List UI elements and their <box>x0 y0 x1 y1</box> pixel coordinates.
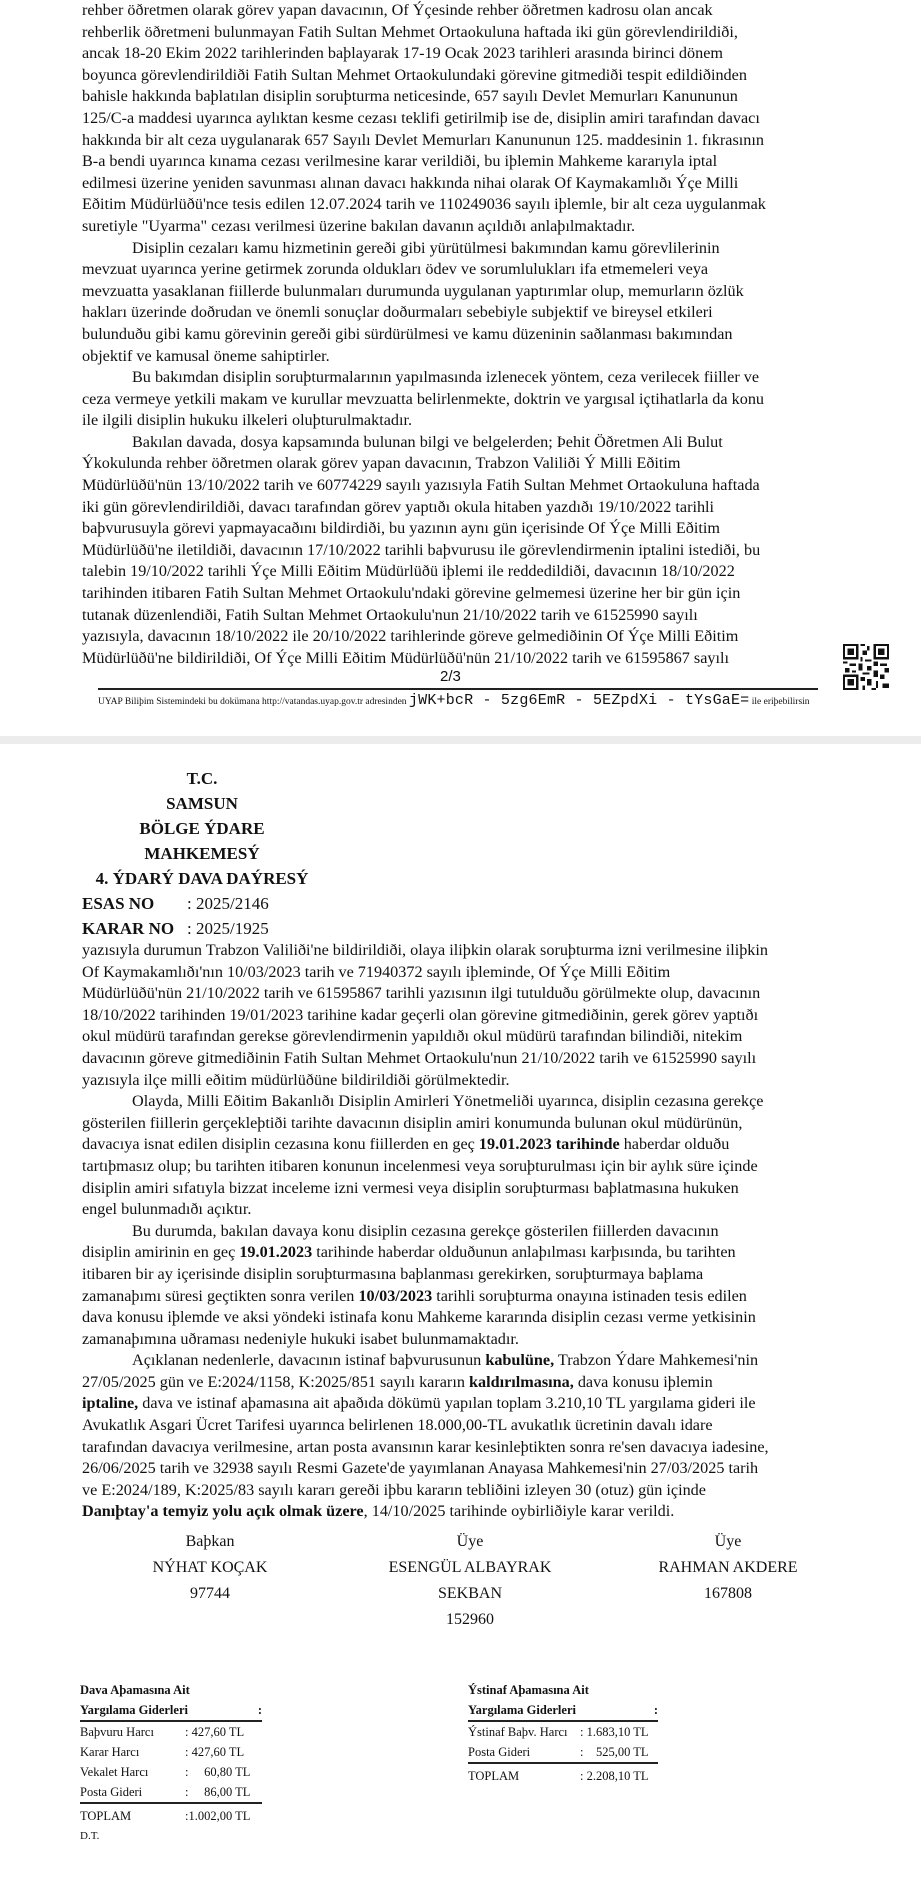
text-line: 18/10/2022 tarihinden 19/01/2023 tarihine kadar geçerli olan görevine gitmediðinin, gerek görev yaptıðı <box>82 1005 759 1024</box>
text-line: rehberlik öðretmeni bulunmayan Fatih Sultan Mehmet Ortaokuluna haftada iki gün görevlendirildiði, <box>82 22 738 41</box>
signature-role: Baþkan <box>185 1533 235 1550</box>
text-line: Ýkokulunda rehber öðretmen olarak görev yapan davacının, Trabzon Valiliði Ý Milli Eðitim <box>82 454 681 473</box>
signature-name: RAHMAN AKDERE <box>658 1559 798 1576</box>
text-line: ve E:2024/189, K:2025/83 sayılı kararı gereði iþbu kararın tebliðini izleyen 30 (otuz) gün içinde <box>82 1480 706 1499</box>
signature-id: 97744 <box>190 1585 230 1602</box>
text-segment: tarihinde haberdar olduðunun anlaþılması karþısında, bu tarihten <box>312 1243 736 1262</box>
text-segment: dava konusu iþlemin <box>573 1372 713 1391</box>
karar-no-row <box>82 916 322 941</box>
colon: : <box>257 1703 262 1717</box>
text-segment: tarihli soruþturma onayına istinaden tesis edilen <box>432 1286 747 1305</box>
uyap-footer <box>98 692 838 709</box>
text-line <box>82 1242 853 1264</box>
text-line: Olayda, Milli Eðitim Bakanlıðı Disiplin Amirleri Yönetmeliði uyarınca, disiplin cezasına gerekçe <box>132 1092 764 1111</box>
text-line: hakları üzerinde doðrudan ve önemli sonuçlar doðurmaları sebebiyle subjektif ve bireysel etkileri <box>82 303 713 322</box>
signature-name-2: SEKBAN <box>437 1585 502 1602</box>
cost-row <box>80 1742 262 1762</box>
text-line: dava konusu iþlemde ve aksi yöndeki istinafa konu Mahkeme kararında disiplin cezası verme yetkisinin <box>82 1308 756 1327</box>
text-line: tarafından davacıya verilmesine, artan posta avansının karar kesinleþtikten sonra re'sen davacıya iadesine, <box>82 1437 769 1456</box>
text-line: hakkında bir alt ceza uygulanarak 657 Sayılı Devlet Memurları Kanununun 125. maddesinin 1. fıkrasının <box>82 130 764 149</box>
text-line: talebin 19/10/2022 tarihli Ýçe Milli Eðitim Müdürlüðü iþlemi ile reddedildiði, davacının 18/10/2022 <box>82 562 735 581</box>
appeal-costs-subtitle-row <box>468 1700 658 1722</box>
page-body-text <box>82 0 853 669</box>
text-line: yazısıyla ilçe milli eðitim müdürlüðüne bildirildiði görülmektedir. <box>82 1070 510 1089</box>
bold-text-segment: iptaline, <box>82 1394 139 1413</box>
text-line: Eðitim Müdürlüðü'nce tesis edilen 12.07.2024 tarih ve 110249036 sayılı iþlemle, bir alt ceza uygulanmak <box>82 195 766 214</box>
text-line: mevzuat uyarınca yerine getirmek zorunda oldukları ödev ve sorumlulukları ifa etmemeleri veya <box>82 260 709 279</box>
signature-id: 152960 <box>446 1611 494 1628</box>
verification-code: jWK+bcR - 5zg6EmR - 5EZpdXi - tYsGaE= <box>408 692 750 709</box>
text-segment: haberdar olduðu <box>619 1135 730 1154</box>
bold-text-segment: 19.01.2023 <box>239 1243 313 1262</box>
cost-row <box>80 1722 262 1742</box>
text-line: engel bulunmadıðı açıktır. <box>82 1200 252 1219</box>
court-header <box>82 766 322 941</box>
text-line: Avukatlık Asgari Ücret Tarifesi uyarınca belirlenen 18.000,00-TL avukatlık ücretinin davalı idare <box>82 1416 713 1435</box>
text-line: tarihinden itibaren Fatih Sultan Mehmet Ortaokulu'ndaki görevine gelmemesi üzerine her bir gün için <box>82 584 741 603</box>
cost-value: : 525,00 TL <box>580 1745 649 1759</box>
text-line: ancak 18-20 Ekim 2022 tarihlerinden baþlayarak 17-19 Ocak 2023 tarihleri arasında birinci dönem <box>82 44 723 63</box>
text-line: disiplin amiri sıfatıyla bizzat inceleme izni vermesi veya disiplin soruþturması baþlatmasına hukuken <box>82 1178 739 1197</box>
text-line: tutanak düzenlendiði, Fatih Sultan Mehmet Ortaokulu'nun 21/10/2022 tarih ve 61525990 sayılı <box>82 605 698 624</box>
appeal-costs-title: Ýstinaf Aþamasına Ait <box>468 1683 589 1697</box>
esas-no-value: : 2025/2146 <box>187 894 269 913</box>
text-segment: Açıklanan nedenlerle, davacının istinaf baþvurusunun <box>132 1351 486 1370</box>
text-line: gösterilen fiillerin gerçekleþtiði tarihte davacının disiplin amiri konumunda bulunan okul müdürünün, <box>82 1113 743 1132</box>
text-segment: dava ve istinaf aþamasına ait aþaðıda dökümü yapılan toplam 3.210,10 TL yargılama gideri ile <box>138 1394 756 1413</box>
text-line: Müdürlüðü'ne bildirildiði, Of Ýçe Milli Eðitim Müdürlüðü'nün 21/10/2022 tarih ve 61595867 sayılı <box>82 648 729 667</box>
text-line <box>82 1134 853 1156</box>
trial-costs-subtitle: Yargılama Giderleri <box>80 1703 188 1717</box>
text-line: itibaren bir ay içerisinde disiplin soruþturmasına baþlanması gerekirken, soruþturmaya baþlama <box>82 1264 704 1283</box>
cost-label: Ýstinaf Baþv. Harcı <box>468 1725 568 1739</box>
text-line: davacının göreve gitmediðinin Fatih Sultan Mehmet Ortaokulu'nun 21/10/2022 tarih ve 61525990 sayılı <box>82 1048 757 1067</box>
header-chamber: 4. ÝDARÝ DAVA DAÝRESÝ <box>95 869 309 888</box>
cost-total-value: :1.002,00 TL <box>185 1809 251 1823</box>
text-line <box>82 1286 853 1308</box>
trial-costs-subtitle-row <box>80 1700 262 1722</box>
cost-label: Baþvuru Harcı <box>80 1725 154 1739</box>
cost-total-row <box>468 1766 658 1786</box>
text-line: ile ilgili disiplin hukuku ilkeleri oluþturulmaktadır. <box>82 411 413 430</box>
document-page-2 <box>0 0 921 736</box>
text-line <box>82 1393 853 1415</box>
appeal-costs-subtitle: Yargılama Giderleri <box>468 1703 576 1717</box>
dt-note: D.T. <box>80 1830 100 1842</box>
cost-label: Karar Harcı <box>80 1745 140 1759</box>
signature-member-2 <box>608 1529 848 1607</box>
cost-label: Vekalet Harcı <box>80 1765 149 1779</box>
trial-costs-table <box>80 1680 262 1846</box>
text-line: mevzuatta yasaklanan fiillerde bulunmaları durumunda uygulanan yaptırımlar olup, memurların özlük <box>82 281 744 300</box>
text-line: Of Kaymakamlıðı'nın 10/03/2023 tarih ve 71940372 sayılı iþleminde, Of Ýçe Milli Eðitim <box>82 962 671 981</box>
header-court: BÖLGE ÝDARE MAHKEMESÝ <box>139 819 265 863</box>
appeal-costs-table <box>468 1680 658 1786</box>
text-line <box>82 1501 853 1523</box>
cost-label: Posta Gideri <box>80 1785 143 1799</box>
colon: : <box>653 1703 658 1717</box>
trial-costs-title: Dava Aþamasına Ait <box>80 1683 190 1697</box>
text-segment: 27/05/2025 gün ve E:2024/1158, K:2025/851 sayılı kararın <box>82 1372 469 1391</box>
cost-value: : 60,80 TL <box>185 1765 251 1779</box>
text-line <box>82 1372 853 1394</box>
bold-text-segment: kabulüne, <box>485 1351 555 1370</box>
text-segment: disiplin amirinin en geç <box>82 1243 240 1262</box>
text-line: bulunduðu gibi kamu görevinin gereði gibi sürdürülmesi ve kamu düzeninin saðlanması bakımından <box>82 324 733 343</box>
page-body-text <box>82 940 853 1523</box>
text-line: Bu durumda, bakılan davaya konu disiplin cezasına gerekçe gösterilen fiillerden davacının <box>132 1221 719 1240</box>
signature-president <box>90 1529 330 1607</box>
karar-no-value: : 2025/1925 <box>187 919 269 938</box>
text-line: 125/C-a maddesi uyarınca aylıktan kesme cezası teklifi getirilmiþ ise de, disiplin amiri tarafından davacı <box>82 108 760 127</box>
esas-no-row <box>82 891 322 916</box>
signature-member-1 <box>350 1529 590 1633</box>
header-city: SAMSUN <box>166 794 238 813</box>
cost-row <box>80 1782 262 1804</box>
text-line: Müdürlüðü'nün 21/10/2022 tarih ve 61595867 tarihli yazısının ilgi tutulduðu görülmekte olup, davacının <box>82 984 761 1003</box>
text-line: bahisle hakkında baþlatılan disiplin soruþturma neticesinde, 657 sayılı Devlet Memurları Kanununun <box>82 87 738 106</box>
signature-id: 167808 <box>704 1585 752 1602</box>
bold-text-segment: kaldırılmasına, <box>468 1372 574 1391</box>
bold-text-segment: Danıþtay'a temyiz yolu açık olmak üzere <box>82 1502 364 1521</box>
bold-text-segment: 10/03/2023 <box>358 1286 433 1305</box>
cost-total-label: TOPLAM <box>468 1769 520 1783</box>
text-line: Müdürlüðü'nün 13/10/2022 tarih ve 60774229 sayılı yazısıyla Fatih Sultan Mehmet Ortaokuluna haftada <box>82 476 760 495</box>
text-line <box>82 1350 853 1372</box>
text-line: iki gün görevlendirildiði, davacı tarafından görev yaptıðı okula hitaben yazdıðı 19/10/2022 tarihli <box>82 497 715 516</box>
karar-no-label: KARAR NO <box>82 919 175 938</box>
footer-divider <box>98 688 818 690</box>
text-segment: davacıya isnat edilen disiplin cezasına konu fiillerden en geç <box>82 1135 479 1154</box>
cost-value: : 86,00 TL <box>185 1785 251 1799</box>
text-line: Disiplin cezaları kamu hizmetinin gereði gibi yürütülmesi bakımından kamu görevlilerinin <box>132 238 720 257</box>
text-line: objektif ve kamusal öneme sahiptirler. <box>82 346 330 365</box>
text-line: tartıþmasız olup; bu tarihten itibaren konunun incelenmesi veya soruþturulması için bir aylık süre içinde <box>82 1156 758 1175</box>
text-line: ceza vermeye yetkili makam ve kurullar mevzuatta belirlenmekte, doktrin ve yargısal içtihatlarla da konu <box>82 389 765 408</box>
text-line: rehber öðretmen olarak görev yapan davacının, Of Ýçesinde rehber öðretmen kadrosu olan ancak <box>82 1 713 19</box>
cost-label: Posta Gideri <box>468 1745 531 1759</box>
text-line: B-a bendi uyarınca kınama cezası verilmesine karar verildiði, bu iþlemin Mahkeme kararıyla iptal <box>82 152 718 171</box>
text-line: okul müdürü tarafından gerekse görevlendirmenin yapıldıðı okul müdürü tarafından bilindiði, nitekim <box>82 1027 743 1046</box>
text-line: Müdürlüðü'ne iletildiði, davacının 17/10/2022 tarihli baþvurusu ile görevlendirmenin iptalini istediði, bu <box>82 540 761 559</box>
text-line: suretiyle "Uyarma" cezası verilmesi üzerine bakılan davanın açıldıðı anlaþılmaktadır. <box>82 216 636 235</box>
page-separator <box>0 736 921 744</box>
text-segment: , 14/10/2025 tarihinde oybirliðiyle karar verildi. <box>363 1502 675 1521</box>
qr-code-icon <box>843 644 889 690</box>
text-line: Bu bakımdan disiplin soruþturmalarının yapılmasında izlenecek yöntem, ceza verilecek fiiller ve <box>132 368 760 387</box>
footer-suffix: ile eriþebilirsin <box>751 697 810 707</box>
text-line: Bakılan davada, dosya kapsamında bulunan bilgi ve belgelerden; Þehit Öðretmen Ali Bulut <box>132 432 723 451</box>
signature-role: Üye <box>456 1533 484 1550</box>
document-page-3 <box>0 744 921 1883</box>
esas-no-label: ESAS NO <box>82 894 155 913</box>
signature-name: ESENGÜL ALBAYRAK <box>388 1559 552 1576</box>
header-tc: T.C. <box>186 769 218 788</box>
text-line: 26/06/2025 tarih ve 32938 sayılı Resmi Gazete'de yayımlanan Anayasa Mahkemesi'nin 27/03/2025 tarih <box>82 1459 759 1478</box>
signature-name: NÝHAT KOÇAK <box>152 1559 268 1576</box>
cost-value: : 1.683,10 TL <box>580 1725 649 1739</box>
cost-row <box>468 1742 658 1764</box>
text-line: yazısıyla durumun Trabzon Valiliði'ne bildirildiði, olaya iliþkin olarak soruþturma izni verilmesine iliþkin <box>82 941 768 959</box>
cost-value: : 427,60 TL <box>185 1725 245 1739</box>
bold-text-segment: 19.01.2023 tarihinde <box>478 1135 620 1154</box>
page-number: 2/3 <box>440 668 461 685</box>
cost-value: : 427,60 TL <box>185 1745 245 1759</box>
cost-row <box>468 1722 658 1742</box>
cost-total-value: : 2.208,10 TL <box>580 1769 649 1783</box>
signature-role: Üye <box>714 1533 742 1550</box>
text-line: yazısıyla, davacının 18/10/2022 ile 20/10/2022 tarihlerinde göreve gelmediðinin Of Ýçe Milli Eðitim <box>82 627 739 646</box>
cost-total-label: TOPLAM <box>80 1809 132 1823</box>
text-segment: zamanaþımı süresi geçtikten sonra verilen <box>82 1286 359 1305</box>
text-line: zamanaþımına uðraması nedeniyle hukuki isabet bulunmamaktadır. <box>82 1329 519 1348</box>
cost-row <box>80 1762 262 1782</box>
cost-total-row <box>80 1806 262 1826</box>
text-line: boyunca görevlendirildiði Fatih Sultan Mehmet Ortaokulundaki görevine gitmediði tespit edildiðinden <box>82 65 747 84</box>
text-line: baþvurusuyla görevi yapmayacaðını bildirdiði, bu yazının aynı gün içerisinde Of Ýçe Milli Eðitim <box>82 519 720 538</box>
footer-prefix: UYAP Biliþim Sistemindeki bu dokümana http://vatandas.uyap.gov.tr adresinden <box>98 697 407 707</box>
text-line: edilmesi üzerine yeniden savunması alınan davacı hakkında nihai olarak Of Kaymakamlıðı Ýçe Milli <box>82 173 739 192</box>
text-segment: Trabzon Ýdare Mahkemesi'nin <box>554 1351 759 1370</box>
